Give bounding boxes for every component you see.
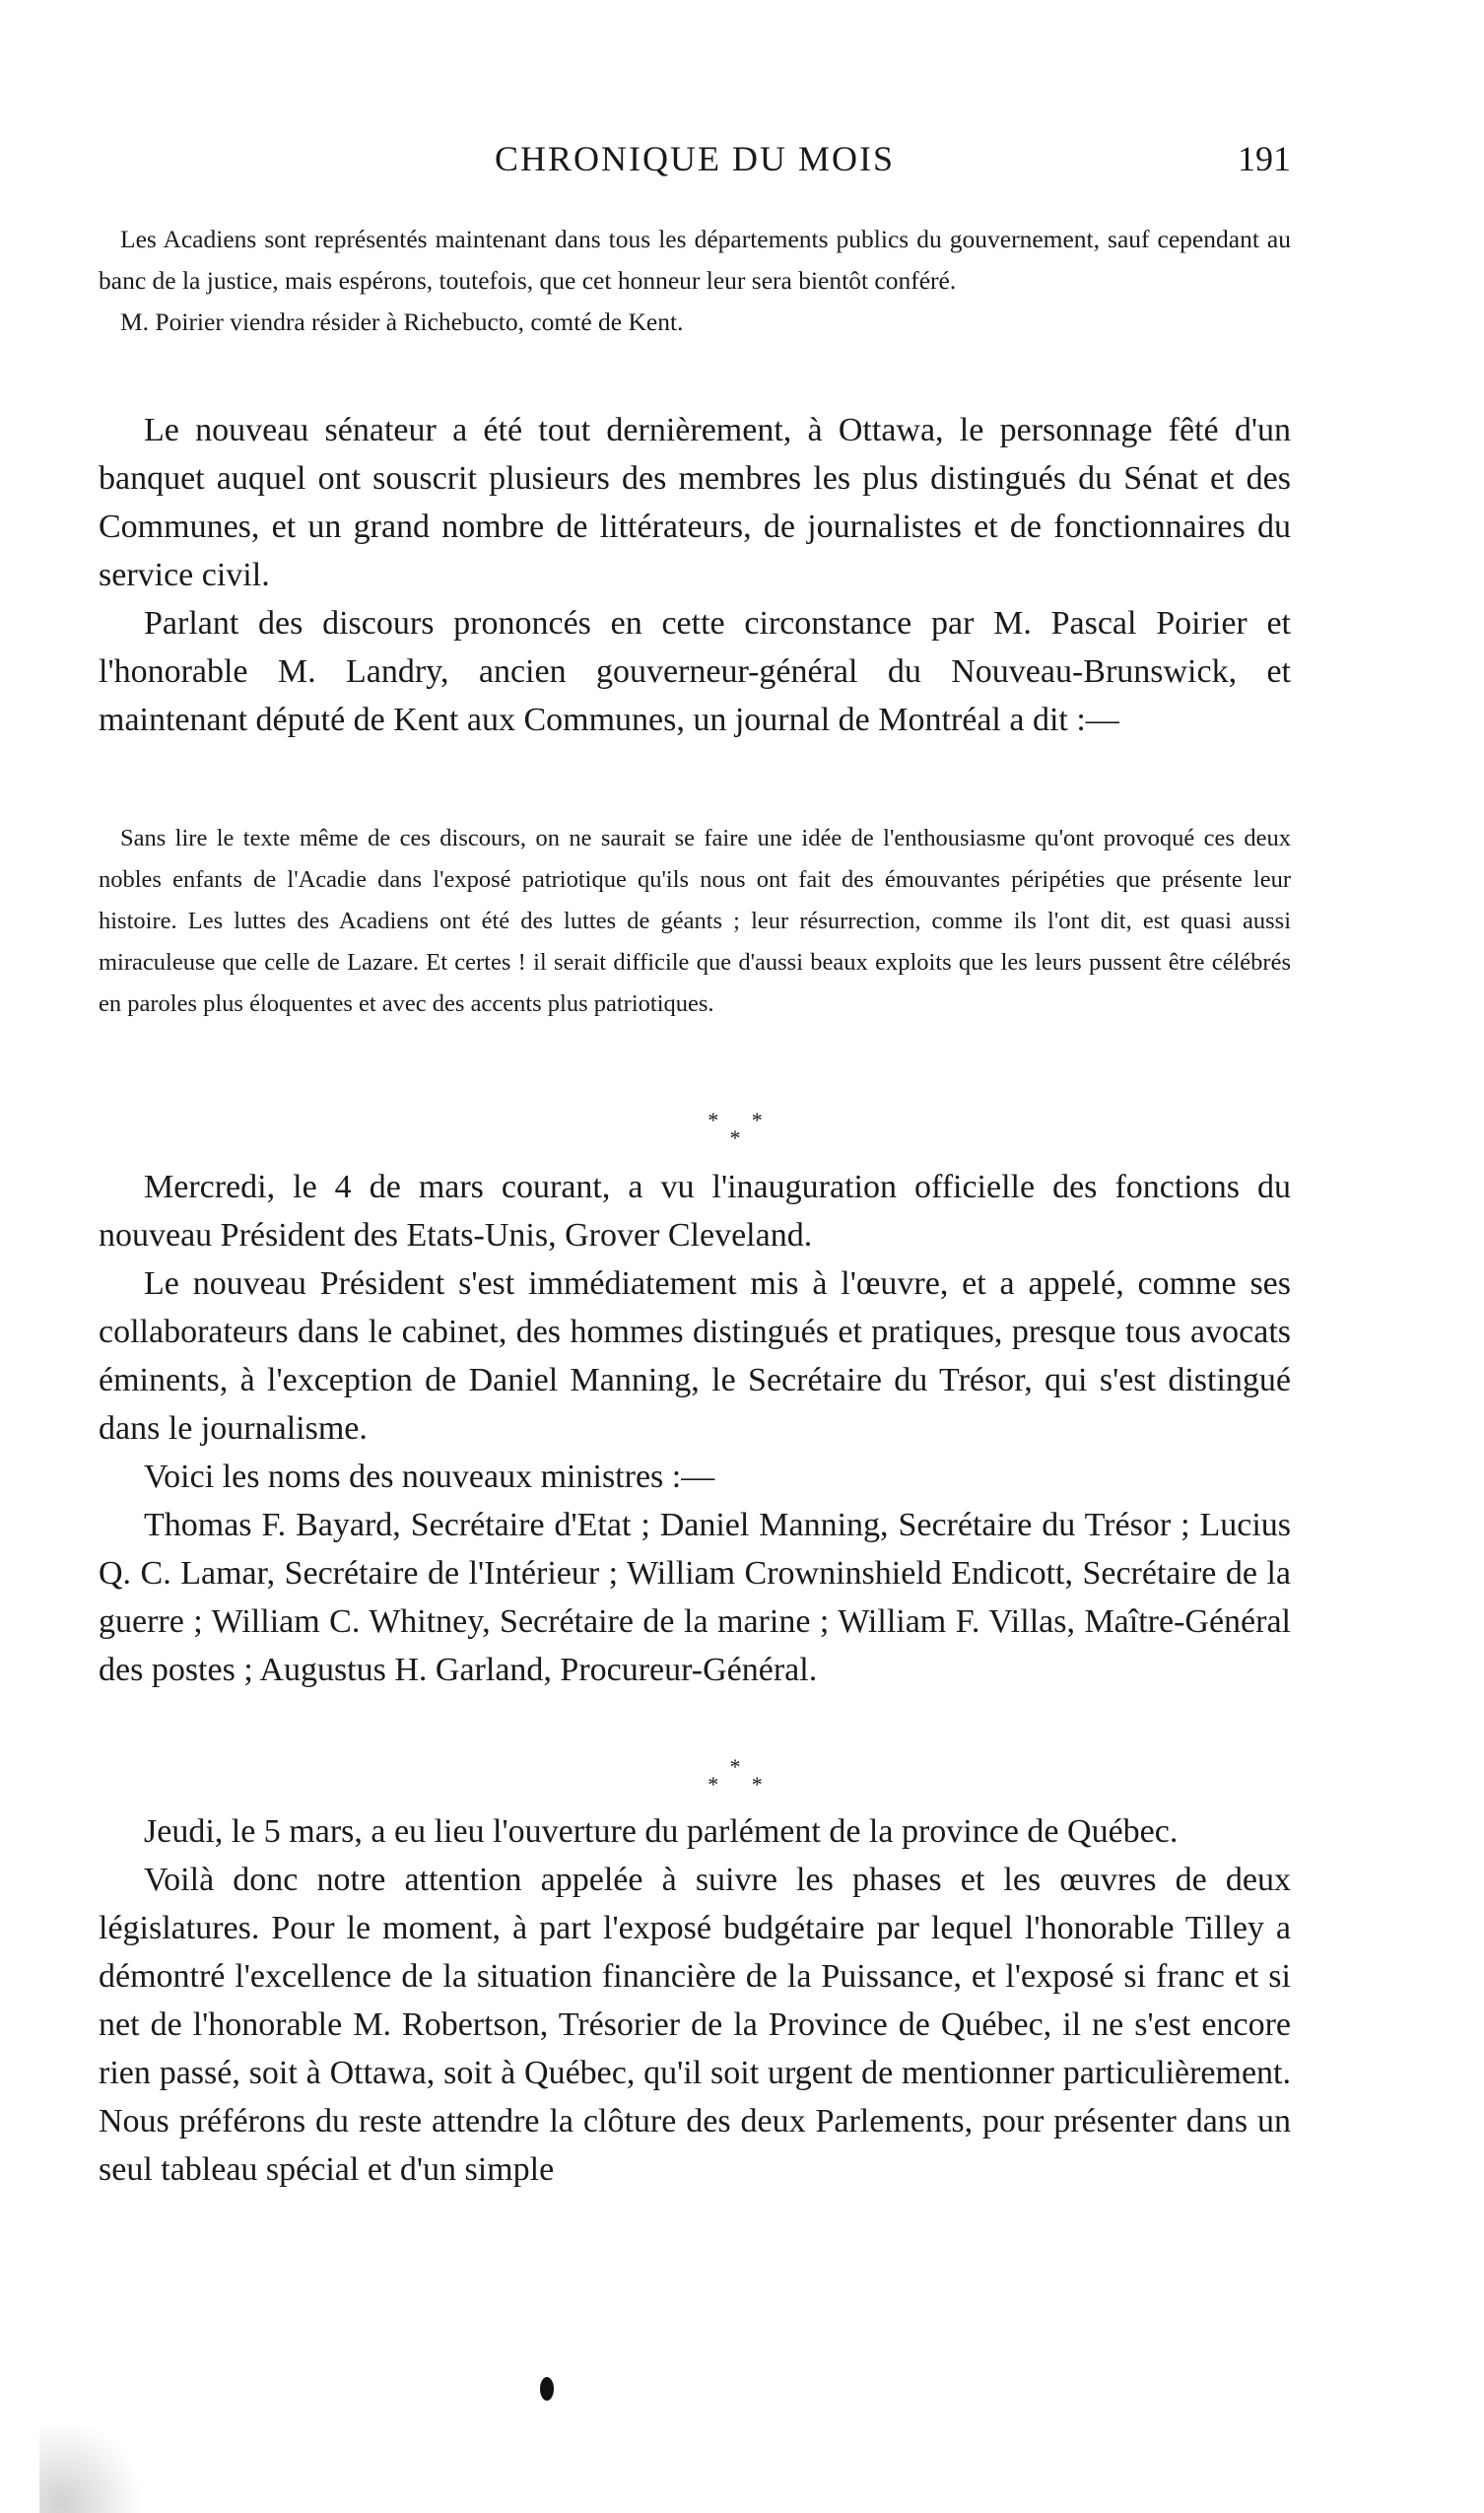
- paragraph-discours: Parlant des discours prononcés en cette circonstance par M. Pascal Poirier et l'honorable M. Landry, ancien gouverneur-général du Nouveau-Brunswick, et maintenant député de Kent aux Communes, un journal de Montréal a dit :—: [99, 605, 1291, 738]
- paragraph-senateur: Le nouveau sénateur a été tout dernièrement, à Ottawa, le personnage fêté d'un banquet auquel ont souscrit plusieurs des membres les plus distingués du Sénat et des Communes, et un grand nombre de littérateurs, de journalistes et de fonctionnaires du service civil.: [99, 412, 1291, 593]
- paragraph-inauguration: Mercredi, le 4 de mars courant, a vu l'inauguration officielle des fonctions du nouveau Président des Etats-Unis, Grover Cleveland.: [99, 1169, 1291, 1254]
- cleveland-section: [99, 1163, 1291, 1694]
- quebec-section: [99, 1807, 1291, 2194]
- asterism-bottom: *: [729, 1125, 755, 1150]
- paragraph-president: Le nouveau Président s'est immédiatement mis à l'œuvre, et a appelé, comme ses collaborateurs dans le cabinet, des hommes distingués et pratiques, presque tous avocats éminents, à l'exception de Daniel Manning, le Secrétaire du Trésor, qui s'est distingué dans le journalisme.: [99, 1265, 1291, 1447]
- asterism-top-2: *: [729, 1754, 755, 1779]
- ink-mark: [540, 2377, 554, 2401]
- intro-section: [99, 219, 1291, 343]
- paragraph-legislatures: Voilà donc notre attention appelée à suivre les phases et les œuvres de deux législatures. Pour le moment, à part l'exposé budgétaire par lequel l'honorable Tilley a démontré l'excellence de la situation financière de la Puissance, et l'exposé si franc et si net de l'honorable M. Robertson, Trésorier de la Province de Québec, il ne s'est encore rien passé, soit à Ottawa, soit à Québec, qu'il soit urgent de mentionner particulièrement. Nous préférons du reste attendre la clôture des deux Parlements, pour présenter dans un seul tableau spécial et d'un simple: [99, 1862, 1291, 2188]
- asterism-separator: [0, 1108, 1484, 1150]
- asterism-separator-2: [0, 1754, 1484, 1797]
- running-title: CHRONIQUE DU MOIS: [494, 139, 895, 178]
- paragraph-acadiens: Les Acadiens sont représentés maintenant dans tous les départements publics du gouvernement, sauf cependant au banc de la justice, mais espérons, toutefois, que cet honneur leur sera bientôt conféré.: [99, 225, 1291, 295]
- paragraph-poirier: M. Poirier viendra résider à Richebucto, comté de Kent.: [120, 307, 684, 336]
- paragraph-parlement: Jeudi, le 5 mars, a eu lieu l'ouverture du parlément de la province de Québec.: [144, 1813, 1179, 1850]
- paragraph-ministres-intro: Voici les noms des nouveaux ministres :—: [144, 1459, 715, 1495]
- scan-edge-noise: [39, 2424, 148, 2513]
- senator-section: [99, 406, 1291, 744]
- quote-text: Sans lire le texte même de ces discours, on ne saurait se faire une idée de l'enthousiasme qu'ont provoqué ces deux nobles enfants de l'Acadie dans l'exposé patriotique qu'ils nous ont fait des émouvantes péripéties que présente leur histoire. Les luttes des Acadiens ont été des luttes de géants ; leur résurrection, comme ils l'ont dit, est quasi aussi miraculeuse que celle de Lazare. Et certes ! il serait difficile que d'aussi beaux exploits que les leurs pussent être célébrés en paroles plus éloquentes et avec des accents plus patriotiques.: [99, 825, 1291, 1017]
- block-quote: [99, 818, 1291, 1025]
- page-header: [99, 138, 1291, 197]
- paragraph-ministres-list: Thomas F. Bayard, Secrétaire d'Etat ; Daniel Manning, Secrétaire du Trésor ; Lucius Q. C. Lamar, Secrétaire de l'Intérieur ; William Crowninshield Endicott, Secrétaire de la guerre ; William C. Whitney, Secrétaire de la marine ; William F. Villas, Maître-Général des postes ; Augustus H. Garland, Procureur-Général.: [99, 1507, 1291, 1688]
- asterism-top: * *: [708, 1108, 776, 1132]
- asterism-bottom-2: * *: [708, 1772, 776, 1797]
- page-number: 191: [1238, 139, 1291, 178]
